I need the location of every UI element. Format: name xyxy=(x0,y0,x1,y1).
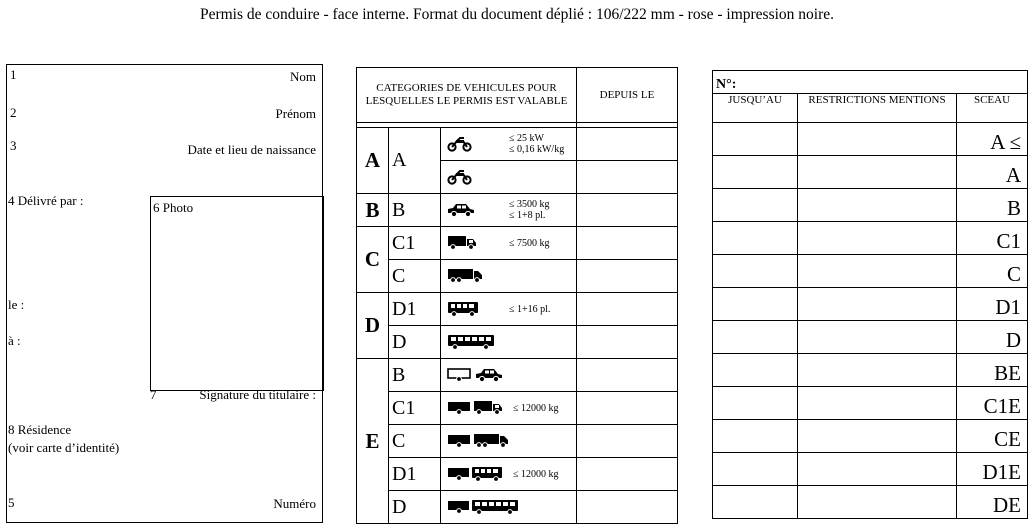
since-cell xyxy=(577,392,678,425)
limit-text: ≤ 12000 kg xyxy=(513,402,559,414)
truck-icon xyxy=(447,268,483,284)
since-cell xyxy=(577,425,678,458)
restrictions-cell xyxy=(798,255,957,288)
motorcycle-icon xyxy=(447,136,473,152)
limit-text: ≤ 0,16 kW/kg xyxy=(509,144,565,155)
seal-header: SCEAU xyxy=(957,94,1028,123)
group-label-a: A xyxy=(357,128,389,194)
issued-at-label: à : xyxy=(8,333,21,348)
restrictions-cell xyxy=(798,453,957,486)
since-cell xyxy=(577,326,678,359)
photo-label: 6 Photo xyxy=(153,200,194,215)
light-truck-icon xyxy=(473,400,503,416)
category-code: C xyxy=(389,260,441,293)
restrictions-cell xyxy=(798,222,957,255)
field-number-2: 2 xyxy=(10,105,17,120)
bus-icon xyxy=(447,334,495,350)
restrictions-cell xyxy=(798,486,957,519)
validity-table xyxy=(712,70,1028,519)
photo-box xyxy=(150,196,324,391)
since-cell xyxy=(577,161,678,194)
restrictions-cell xyxy=(798,123,957,156)
valid-until-cell xyxy=(713,255,798,288)
truck-icon xyxy=(473,433,509,449)
numero-label: Numéro xyxy=(273,496,316,511)
category-code: C1 xyxy=(389,392,441,425)
seal-cell: D1E xyxy=(957,453,1028,486)
since-cell xyxy=(577,359,678,392)
restrictions-cell xyxy=(798,321,957,354)
minibus-icon xyxy=(447,301,479,317)
categories-header: CATEGORIES DE VEHICULES POUR LESQUELLES LE PERMIS EST VALABLE xyxy=(357,68,577,123)
since-cell xyxy=(577,227,678,260)
valid-until-cell xyxy=(713,354,798,387)
category-code: D xyxy=(389,326,441,359)
seal-cell: DE xyxy=(957,486,1028,519)
valid-until-cell xyxy=(713,486,798,519)
valid-until-cell xyxy=(713,222,798,255)
since-cell xyxy=(577,458,678,491)
trailer-icon xyxy=(447,466,469,482)
limit-text: ≤ 1+8 pl. xyxy=(509,210,546,221)
trailer-icon xyxy=(447,433,471,449)
car-icon xyxy=(447,203,477,218)
field-number-7: 7 xyxy=(150,387,157,402)
field-number-5: 5 xyxy=(8,495,15,510)
since-header: DEPUIS LE xyxy=(577,68,678,123)
seal-cell: C1E xyxy=(957,387,1028,420)
restrictions-cell xyxy=(798,156,957,189)
field-number-1: 1 xyxy=(10,67,17,82)
nom-label: Nom xyxy=(290,69,316,84)
seal-cell: A xyxy=(957,156,1028,189)
category-code: D1 xyxy=(389,458,441,491)
since-cell xyxy=(577,293,678,326)
category-code: C1 xyxy=(389,227,441,260)
bus-icon xyxy=(471,499,519,515)
valid-until-cell xyxy=(713,453,798,486)
limit-text: ≤ 7500 kg xyxy=(509,237,550,249)
motorcycle-icon xyxy=(447,169,473,185)
group-label-e: E xyxy=(357,359,389,524)
field-number-3: 3 xyxy=(10,138,17,153)
valid-until-cell xyxy=(713,189,798,222)
seal-cell: D xyxy=(957,321,1028,354)
group-label-d: D xyxy=(357,293,389,359)
seal-cell: C1 xyxy=(957,222,1028,255)
valid-until-header: JUSQU’AU xyxy=(713,94,798,123)
identity-card-note: (voir carte d’identité) xyxy=(8,440,120,455)
limit-text: ≤ 25 kW xyxy=(509,133,544,144)
restrictions-cell xyxy=(798,189,957,222)
category-code: C xyxy=(389,425,441,458)
seal-cell: BE xyxy=(957,354,1028,387)
seal-cell: CE xyxy=(957,420,1028,453)
restrictions-cell xyxy=(798,387,957,420)
category-code: B xyxy=(389,359,441,392)
trailer-icon xyxy=(447,499,469,515)
licence-number-label: N°: xyxy=(713,71,1028,94)
valid-until-cell xyxy=(713,288,798,321)
limit-text: ≤ 1+16 pl. xyxy=(509,303,551,315)
restrictions-cell xyxy=(798,288,957,321)
since-cell xyxy=(577,128,678,161)
category-code: D xyxy=(389,491,441,524)
holder-data-panel xyxy=(6,64,323,523)
valid-until-cell xyxy=(713,321,798,354)
light-truck-icon xyxy=(447,235,477,251)
seal-cell: B xyxy=(957,189,1028,222)
document-caption: Permis de conduire - face interne. Format du document déplié : 106/222 mm - rose - impression noire. xyxy=(199,6,835,23)
seal-cell: A ≤ xyxy=(957,123,1028,156)
since-cell xyxy=(577,491,678,524)
valid-until-cell xyxy=(713,123,798,156)
restrictions-cell xyxy=(798,354,957,387)
trailer-icon xyxy=(447,367,473,383)
restrictions-cell xyxy=(798,420,957,453)
since-cell xyxy=(577,194,678,227)
issued-on-label: le : xyxy=(8,297,25,312)
group-label-c: C xyxy=(357,227,389,293)
seal-cell: C xyxy=(957,255,1028,288)
limit-text: ≤ 3500 kg xyxy=(509,199,550,210)
group-label-b: B xyxy=(357,194,389,227)
prenom-label: Prénom xyxy=(275,106,316,121)
categories-table xyxy=(356,67,678,524)
issued-by-label: 4 Délivré par : xyxy=(8,193,84,208)
category-code: D1 xyxy=(389,293,441,326)
trailer-icon xyxy=(447,400,471,416)
valid-until-cell xyxy=(713,420,798,453)
minibus-icon xyxy=(471,466,503,482)
valid-until-cell xyxy=(713,387,798,420)
residence-label: 8 Résidence xyxy=(8,422,72,437)
valid-until-cell xyxy=(713,156,798,189)
limit-text: ≤ 12000 kg xyxy=(513,468,559,480)
seal-cell: D1 xyxy=(957,288,1028,321)
since-cell xyxy=(577,260,678,293)
birth-date-place-label: Date et lieu de naissance xyxy=(187,142,316,157)
signature-label: Signature du titulaire : xyxy=(199,387,316,402)
restrictions-header: RESTRICTIONS MENTIONS xyxy=(798,94,957,123)
category-code: B xyxy=(389,194,441,227)
car-icon xyxy=(475,368,505,383)
category-code: A xyxy=(389,128,441,194)
